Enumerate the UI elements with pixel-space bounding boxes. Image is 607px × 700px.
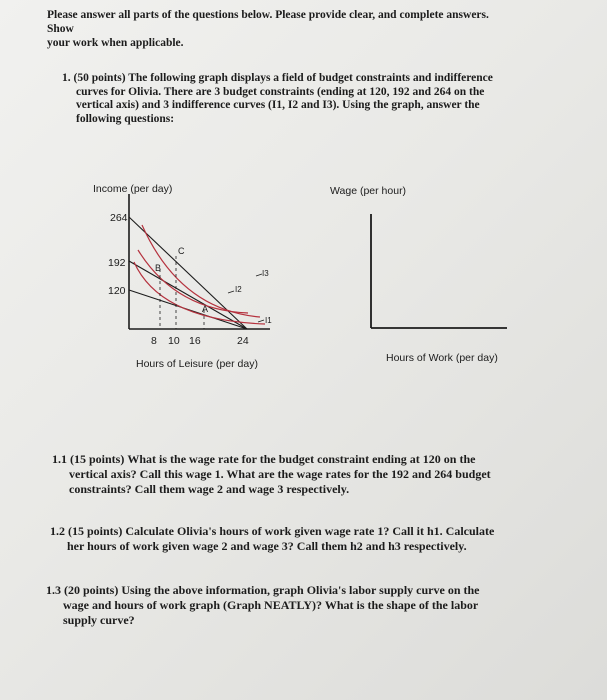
q1-3-number: 1.3 [46, 583, 61, 597]
curve-label-i2: I2 [235, 285, 242, 294]
graph1-plot [120, 190, 300, 340]
q1-2-line-2: her hours of work given wage 2 and wage 3? Call them h2 and h3 respectively. [67, 539, 467, 553]
point-c-label: C [178, 246, 185, 256]
graph1-y-tick-264: 264 [110, 212, 128, 224]
graph1-x-tick-16: 16 [189, 335, 201, 347]
curve-label-i3: I3 [262, 269, 269, 278]
question-1-line-4: following questions: [76, 112, 175, 125]
q1-3-line-2c: What is the shape of the labor [324, 598, 479, 612]
point-a-label: A [202, 304, 209, 314]
graph1-y-tick-120: 120 [108, 285, 126, 297]
q1-3-points: (20 points) [64, 583, 119, 597]
instructions-line-2: your work when applicable. [47, 37, 184, 49]
question-1-line-1: 1. (50 points) The following graph displays a field of budget constraints and indifference [62, 72, 493, 84]
graph1-y-tick-192: 192 [108, 257, 126, 269]
point-b-label: B [155, 263, 162, 273]
question-1-line-2: curves for Olivia. There are 3 budget constraints (ending at 120, 192 and 264 on the [76, 85, 485, 98]
instructions-line-1: Please answer all parts of the questions below. Please provide clear, and complete answers. Show [47, 9, 489, 35]
q1-1-line-2: vertical axis? Call this wage 1. What are the wage rates for the 192 and 264 budget [69, 467, 491, 481]
q1-1-points: (15 points) [70, 452, 125, 466]
question-1-3 [46, 583, 561, 628]
graph1-x-title: Hours of Leisure (per day) [136, 358, 258, 370]
q1-1-line-1: What is the wage rate for the budget constraint ending at 120 on the [127, 452, 476, 466]
question-1-line-3: vertical axis) and 3 indifference curves (I1, I2 and I3). Using the graph, answer the [76, 99, 480, 111]
instructions [47, 8, 517, 50]
graph1-x-tick-10: 10 [168, 335, 180, 347]
q1-3-line-1: Using the above information, graph Olivia's labor supply curve on the [121, 583, 480, 597]
q1-3-line-2a: wage and hours of work graph [63, 598, 221, 612]
graph2-x-title: Hours of Work (per day) [386, 352, 498, 364]
question-1-2 [50, 524, 560, 554]
q1-2-number: 1.2 [50, 524, 65, 538]
question-1 [62, 72, 502, 126]
question-1-1 [52, 452, 552, 497]
graph2-plot [365, 210, 515, 335]
q1-1-number: 1.1 [52, 452, 67, 466]
budget-line-192 [129, 261, 247, 329]
q1-1-line-3: constraints? Call them wage 2 and wage 3 respectively. [69, 482, 350, 496]
graph1-y-title: Income (per day) [93, 183, 173, 195]
q1-3-line-3: supply curve? [63, 613, 135, 627]
q1-2-points: (15 points) [68, 524, 123, 538]
graph2-y-title: Wage (per hour) [330, 185, 407, 197]
curve-label-i1: I1 [265, 316, 272, 325]
q1-2-line-1: Calculate Olivia's hours of work given wage rate 1? Call it h1. Calculate [125, 524, 495, 538]
q1-3-line-2b: (Graph NEATLY)? [223, 598, 323, 612]
indifference-curve-i2 [138, 250, 248, 313]
graph1-x-tick-8: 8 [151, 335, 157, 347]
graph1-x-tick-24: 24 [237, 335, 249, 347]
